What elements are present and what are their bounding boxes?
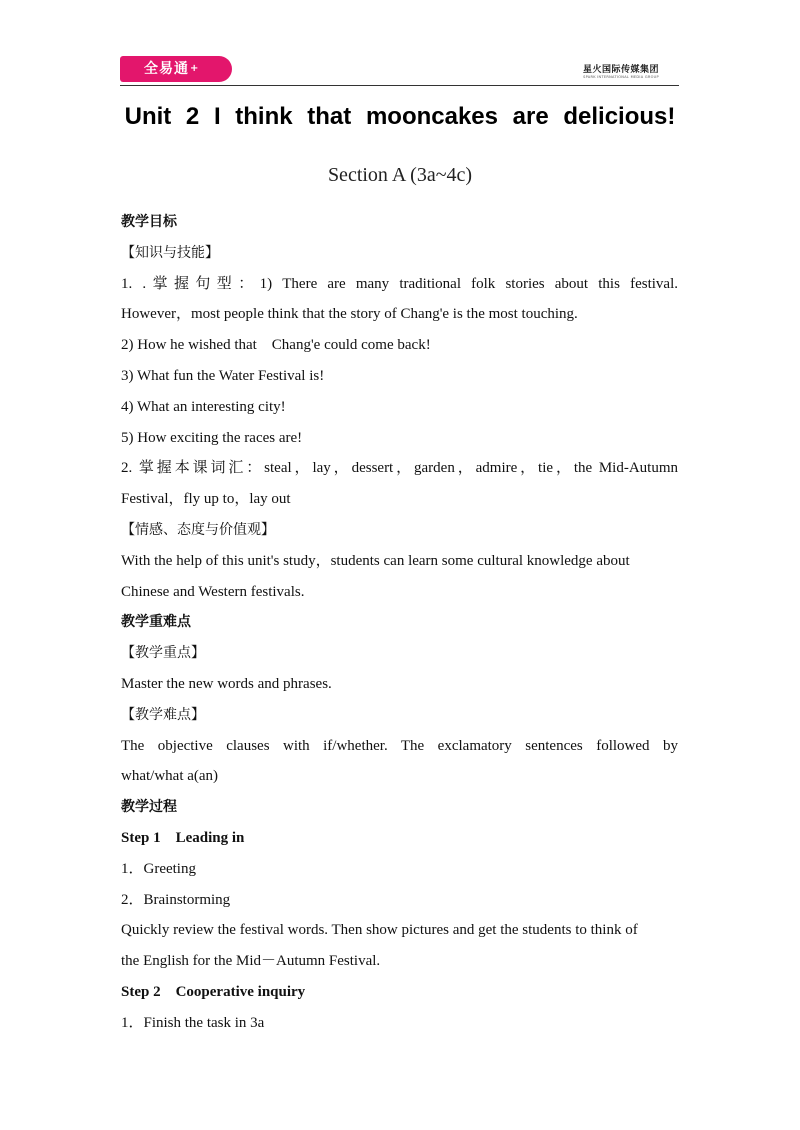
content-line: Festival，fly up to，lay out: [121, 491, 291, 508]
content-line: 1．Greeting: [121, 860, 196, 877]
content-line: 1. .掌握句型：1) There are many traditional folk stories about this festival.: [121, 275, 678, 292]
quanyitong-logo: [120, 56, 232, 82]
publisher-name-en: SPARK INTERNATIONAL MEDIA GROUP: [583, 75, 659, 79]
step-2-heading: Step 2 Cooperative inquiry: [121, 983, 306, 1000]
content-line: what/what a(an): [121, 768, 219, 785]
content-line: 2) How he wished that Chang'e could come back!: [121, 337, 431, 354]
content-line: The objective clauses with if/whether. The exclamatory sentences followed by: [121, 737, 678, 754]
header-rule: [120, 85, 679, 86]
heading-teaching-goals: 教学目标: [121, 214, 177, 230]
publisher-name-cn: 星火国际传媒集团: [582, 65, 659, 75]
subheading-key-points: 【教学重点】: [121, 645, 205, 662]
logo-plus: +: [190, 63, 200, 74]
heading-key-difficult-points: 教学重难点: [121, 614, 191, 631]
content-line: Master the new words and phrases.: [121, 675, 332, 692]
content-line: 2. 掌握本课词汇：steal，lay，dessert，garden，admire，tie，the Mid-Autumn: [121, 460, 678, 477]
content-line: However，most people think that the story of Chang'e is the most touching.: [121, 306, 578, 323]
subheading-knowledge-skills: 【知识与技能】: [121, 244, 219, 261]
logo-text: 全易通: [144, 61, 189, 77]
publisher-brand: [583, 62, 659, 79]
section-subtitle: Section A (3a~4c): [327, 164, 473, 186]
content-line: 4) What an interesting city!: [121, 398, 286, 415]
step-1-heading: Step 1 Leading in: [121, 829, 245, 846]
content-line: With the help of this unit's study，students can learn some cultural knowledge about: [121, 552, 630, 569]
heading-teaching-process: 教学过程: [121, 799, 177, 816]
content-line: 5) How exciting the races are!: [121, 429, 303, 446]
page-header: [120, 56, 679, 86]
content-line: Chinese and Western festivals.: [121, 583, 305, 600]
content-line: 3) What fun the Water Festival is!: [121, 367, 325, 384]
page-title: Unit 2 I think that mooncakes are delicious!: [124, 103, 676, 130]
subheading-emotion-attitude: 【情感、态度与价值观】: [121, 521, 275, 538]
lesson-content: [121, 207, 678, 1039]
content-line: 1．Finish the task in 3a: [121, 1014, 265, 1031]
content-line: 2．Brainstorming: [121, 891, 231, 908]
content-line: the English for the Mid－Autumn Festival.: [121, 953, 381, 970]
subheading-difficult-points: 【教学难点】: [121, 706, 205, 723]
content-line: Quickly review the festival words. Then show pictures and get the students to think of: [121, 922, 638, 939]
